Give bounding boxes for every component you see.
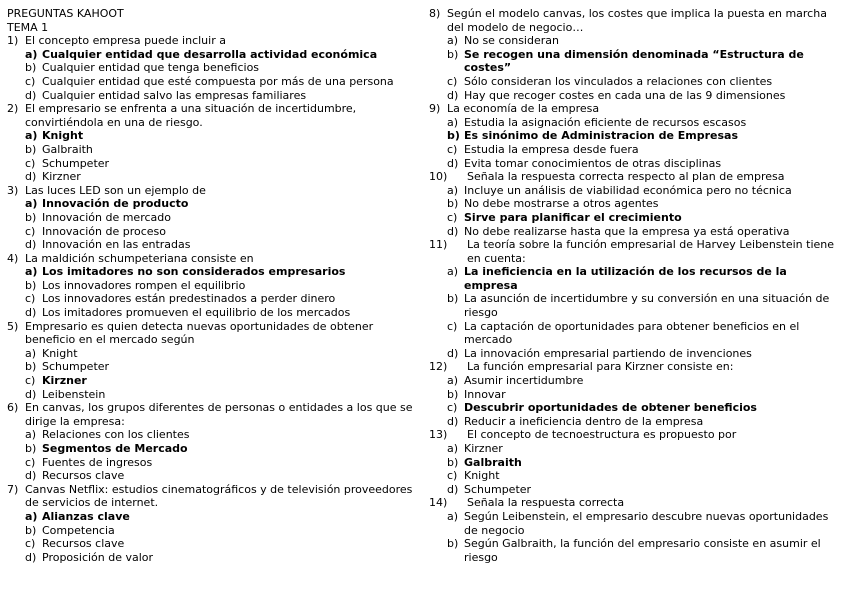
option-text: Los imitadores no son considerados empresarios: [42, 265, 346, 279]
answer-option: [429, 415, 839, 429]
option-text: Recursos clave: [42, 537, 125, 551]
question-number: 6): [7, 401, 19, 415]
option-letter: d): [25, 469, 37, 483]
question-number: 13): [429, 428, 448, 442]
answer-option: [429, 184, 839, 198]
question-block: [7, 320, 421, 402]
question: [429, 496, 839, 510]
question-block: [429, 238, 839, 360]
answer-option: [429, 442, 839, 456]
answer-option: [7, 469, 421, 483]
answer-option: [7, 61, 421, 75]
option-text: Competencia: [42, 523, 115, 537]
answer-option: [7, 537, 421, 551]
option-letter: c): [447, 210, 458, 224]
question-block: [429, 7, 839, 102]
option-letter: a): [447, 115, 459, 129]
section-heading: TEMA 1: [7, 20, 49, 34]
question-text: La teoría sobre la función empresarial de Harvey Leibenstein tiene en cuenta:: [467, 238, 835, 265]
option-letter: c): [447, 319, 458, 333]
option-letter: a): [447, 34, 459, 48]
option-text: Es sinónimo de Administracion de Empresas: [464, 129, 739, 143]
question-block: [7, 252, 421, 320]
option-letter: c): [25, 455, 36, 469]
option-text: No se consideran: [464, 34, 559, 48]
answer-option: [429, 34, 839, 48]
question: [7, 252, 421, 266]
question-block: [7, 102, 421, 184]
option-text: Los imitadores promueven el equilibrio de los mercados: [42, 306, 351, 320]
question-text: Canvas Netflix: estudios cinematográficos y de televisión proveedores de servicios de internet.: [25, 482, 413, 510]
option-text: Se recogen una dimensión denominada “Estructura de costes”: [464, 47, 804, 75]
answer-option: [7, 143, 421, 157]
option-text: Reducir a ineficiencia dentro de la empresa: [464, 414, 704, 428]
option-text: Kirzner: [42, 374, 87, 388]
question-text: La economía de la empresa: [447, 102, 600, 116]
answer-option: [7, 442, 421, 456]
option-text: Proposición de valor: [42, 550, 154, 564]
answer-option: [429, 129, 839, 143]
option-letter: b): [447, 47, 459, 61]
option-text: Cualquier entidad que tenga beneficios: [42, 61, 260, 75]
option-text: Innovación de mercado: [42, 210, 171, 224]
answer-option: [429, 469, 839, 483]
option-text: Según Galbraith, la función del empresario consiste en asumir el riesgo: [464, 537, 821, 564]
question: [7, 483, 421, 510]
answer-option: [429, 401, 839, 415]
option-letter: c): [25, 224, 36, 238]
answer-option: [7, 170, 421, 184]
question-number: 9): [429, 102, 441, 116]
option-text: Los innovadores rompen el equilibrio: [42, 278, 246, 292]
answer-option: [7, 279, 421, 293]
option-letter: b): [25, 278, 37, 292]
option-letter: c): [25, 156, 36, 170]
option-letter: b): [25, 360, 37, 374]
option-text: Leibenstein: [42, 387, 106, 401]
option-text: Fuentes de ingresos: [42, 455, 153, 469]
question-number: 1): [7, 34, 19, 48]
option-letter: d): [25, 238, 37, 252]
option-letter: d): [25, 170, 37, 184]
right-column: [429, 7, 839, 564]
option-letter: d): [447, 482, 459, 496]
question-block: [429, 428, 839, 496]
question: [429, 360, 839, 374]
answer-option: [7, 75, 421, 89]
question-text: Señala la respuesta correcta: [467, 496, 625, 510]
option-text: Innovación de producto: [42, 197, 189, 211]
answer-option: [7, 129, 421, 143]
option-text: La innovación empresarial partiendo de invenciones: [464, 346, 752, 360]
option-text: Kirzner: [464, 442, 503, 455]
question-text: Las luces LED son un ejemplo de: [25, 183, 206, 197]
answer-option: [7, 265, 421, 279]
option-text: La captación de oportunidades para obtener beneficios en el mercado: [464, 319, 800, 347]
answer-option: [7, 197, 421, 211]
answer-option: [429, 537, 839, 564]
question-text: Según el modelo canvas, los costes que implica la puesta en marcha del modelo de negocio…: [447, 7, 827, 34]
answer-option: [429, 347, 839, 361]
answer-option: [7, 238, 421, 252]
answer-option: [7, 524, 421, 538]
question: [7, 102, 421, 129]
option-letter: a): [25, 47, 38, 61]
question-number: 4): [7, 251, 19, 265]
question-number: 3): [7, 183, 19, 197]
option-letter: a): [447, 183, 459, 197]
question-block: [7, 483, 421, 565]
document-title: PREGUNTAS KAHOOT: [7, 7, 124, 20]
option-text: Galbraith: [464, 455, 522, 469]
option-text: Sirve para planificar el crecimiento: [464, 210, 682, 224]
option-text: Asumir incertidumbre: [464, 374, 584, 388]
answer-option: [429, 116, 839, 130]
answer-option: [7, 428, 421, 442]
option-text: Knight: [464, 469, 500, 483]
option-letter: c): [447, 469, 458, 483]
option-text: Knight: [42, 129, 84, 143]
question-text: Señala la respuesta correcta respecto al plan de empresa: [467, 170, 785, 184]
option-text: No debe mostrarse a otros agentes: [464, 197, 659, 211]
answer-option: [7, 347, 421, 361]
answer-option: [429, 292, 839, 319]
option-letter: c): [25, 292, 36, 306]
option-letter: a): [25, 129, 38, 143]
option-letter: c): [447, 74, 458, 88]
answer-option: [429, 75, 839, 89]
option-text: Según Leibenstein, el empresario descubre nuevas oportunidades de negocio: [464, 509, 829, 537]
question: [7, 184, 421, 198]
question-number: 8): [429, 7, 441, 20]
option-text: Estudia la asignación eficiente de recursos escasos: [464, 115, 747, 129]
option-letter: a): [25, 197, 38, 211]
question: [429, 102, 839, 116]
question-text: Empresario es quien detecta nuevas oportunidades de obtener beneficio en el mercado según: [25, 319, 374, 347]
option-letter: c): [447, 401, 458, 415]
question: [7, 401, 421, 428]
option-letter: a): [447, 374, 459, 388]
option-letter: b): [447, 387, 459, 401]
option-letter: c): [447, 142, 458, 156]
question-text: El concepto de tecnoestructura es propuesto por: [467, 428, 737, 442]
option-letter: a): [25, 428, 37, 442]
option-text: La asunción de incertidumbre y su conversión en una situación de riesgo: [464, 292, 830, 320]
option-text: Knight: [42, 346, 78, 360]
option-letter: a): [25, 265, 38, 279]
option-letter: b): [447, 292, 459, 306]
question: [7, 320, 421, 347]
option-letter: b): [447, 455, 459, 469]
question-number: 7): [7, 482, 19, 496]
answer-option: [429, 265, 839, 292]
option-text: Schumpeter: [42, 360, 110, 374]
option-letter: c): [25, 374, 36, 388]
answer-option: [7, 388, 421, 402]
question-number: 14): [429, 496, 448, 510]
option-letter: b): [447, 197, 459, 211]
option-text: Evita tomar conocimientos de otras disciplinas: [464, 156, 722, 170]
question: [7, 34, 421, 48]
option-letter: b): [447, 129, 460, 143]
question-block: [7, 184, 421, 252]
question-number: 12): [429, 360, 448, 374]
question: [429, 170, 839, 184]
option-letter: d): [447, 346, 459, 360]
option-text: Kirzner: [42, 170, 81, 184]
option-text: Recursos clave: [42, 469, 125, 483]
answer-option: [7, 360, 421, 374]
answer-option: [429, 483, 839, 497]
option-text: Cualquier entidad salvo las empresas familiares: [42, 88, 307, 102]
question: [429, 428, 839, 442]
option-letter: b): [447, 537, 459, 551]
question-block: [7, 401, 421, 483]
question-list-left: [7, 34, 421, 564]
answer-option: [429, 388, 839, 402]
option-letter: d): [25, 387, 37, 401]
left-column: [7, 7, 421, 564]
option-letter: b): [25, 442, 37, 455]
question-list-right: [429, 7, 839, 564]
option-text: Innovación de proceso: [42, 224, 166, 238]
option-text: Sólo consideran los vinculados a relaciones con clientes: [464, 74, 773, 88]
question-text: La función empresarial para Kirzner consiste en:: [467, 360, 734, 374]
question-text: El concepto empresa puede incluir a: [25, 34, 226, 48]
question-text: El empresario se enfrenta a una situación de incertidumbre, convirtiéndola en una de riesgo.: [25, 102, 357, 129]
question-text: En canvas, los grupos diferentes de personas o entidades a los que se dirige la empresa:: [25, 401, 413, 428]
answer-option: [429, 374, 839, 388]
question-number: 2): [7, 102, 19, 116]
option-text: Schumpeter: [42, 156, 110, 170]
answer-option: [429, 510, 839, 537]
option-text: Incluye un análisis de viabilidad económica pero no técnica: [464, 183, 792, 197]
question-block: [429, 496, 839, 564]
answer-option: [7, 551, 421, 565]
option-letter: d): [447, 414, 459, 428]
option-text: Descubrir oportunidades de obtener beneficios: [464, 401, 757, 415]
answer-option: [7, 225, 421, 239]
option-letter: b): [25, 523, 37, 537]
option-letter: d): [25, 550, 37, 564]
option-letter: d): [447, 88, 459, 102]
option-letter: b): [25, 210, 37, 224]
option-letter: a): [25, 346, 37, 360]
option-text: Innovación en las entradas: [42, 238, 191, 252]
option-text: Schumpeter: [464, 482, 532, 496]
answer-option: [429, 48, 839, 75]
question: [429, 7, 839, 34]
option-letter: c): [25, 74, 36, 88]
question-text: La maldición schumpeteriana consiste en: [25, 251, 254, 265]
answer-option: [429, 225, 839, 239]
option-letter: b): [25, 142, 37, 156]
option-letter: c): [25, 537, 36, 551]
option-text: Segmentos de Mercado: [42, 442, 188, 455]
answer-option: [429, 320, 839, 347]
option-letter: b): [25, 61, 37, 75]
question-block: [429, 360, 839, 428]
option-text: Estudia la empresa desde fuera: [464, 142, 639, 156]
answer-option: [7, 211, 421, 225]
answer-option: [7, 89, 421, 103]
option-text: Innovar: [464, 387, 506, 401]
question-number: 11): [429, 238, 448, 252]
option-text: La ineficiencia en la utilización de los recursos de la empresa: [464, 265, 787, 292]
option-text: Galbraith: [42, 142, 93, 156]
option-letter: d): [25, 88, 37, 102]
option-text: Alianzas clave: [42, 509, 130, 523]
answer-option: [429, 143, 839, 157]
option-text: Relaciones con los clientes: [42, 428, 190, 442]
option-letter: d): [447, 224, 459, 238]
answer-option: [7, 510, 421, 524]
answer-option: [429, 197, 839, 211]
answer-option: [429, 456, 839, 470]
answer-option: [7, 292, 421, 306]
option-text: Hay que recoger costes en cada una de las 9 dimensiones: [464, 88, 786, 102]
option-text: No debe realizarse hasta que la empresa ya está operativa: [464, 224, 790, 238]
option-text: Cualquier entidad que esté compuesta por más de una persona: [42, 74, 394, 88]
option-letter: a): [25, 509, 38, 523]
answer-option: [7, 306, 421, 320]
question-number: 5): [7, 319, 19, 333]
option-text: Cualquier entidad que desarrolla actividad económica: [42, 47, 378, 61]
answer-option: [429, 211, 839, 225]
option-text: Los innovadores están predestinados a perder dinero: [42, 292, 336, 306]
option-letter: d): [447, 156, 459, 170]
question-number: 10): [429, 170, 448, 184]
answer-option: [7, 157, 421, 171]
option-letter: a): [447, 442, 459, 455]
option-letter: a): [447, 265, 459, 279]
question: [429, 238, 839, 265]
answer-option: [7, 48, 421, 62]
answer-option: [429, 157, 839, 171]
question-block: [7, 34, 421, 102]
answer-option: [7, 374, 421, 388]
option-letter: a): [447, 509, 459, 523]
question-block: [429, 170, 839, 238]
option-letter: d): [25, 306, 37, 320]
answer-option: [7, 456, 421, 470]
question-block: [429, 102, 839, 170]
answer-option: [429, 89, 839, 103]
